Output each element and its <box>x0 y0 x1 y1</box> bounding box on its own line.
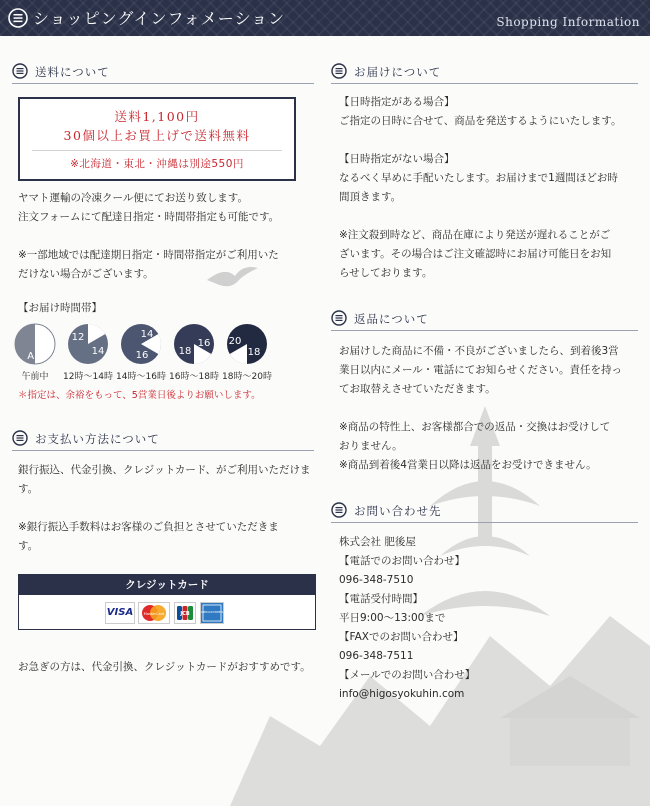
delivery-block-3: ※注文殺到時など、商品在庫により発送が遅れることがご ざいます。その場合はご注文確認時にお届け可能日をお知 らせしております。 <box>339 229 612 279</box>
page-header <box>0 0 650 36</box>
clock-12-14-icon <box>67 323 109 365</box>
amex-logo <box>200 602 224 624</box>
delivery-heading: お届けについて <box>354 65 442 79</box>
returns-heading: 返品について <box>354 312 429 326</box>
shipping-text-1: ヤマト運輸の冷凍クール便にてお送り致します。 注文フォームにて配達日指定・時間帯指定も可能です。 <box>18 192 280 223</box>
payment-text-1: 銀行振込、代金引換、クレジットカード、がご利用いただけま す。 <box>18 464 311 495</box>
svg-text:16: 16 <box>135 350 149 361</box>
contact-heading: お問い合わせ先 <box>354 504 442 518</box>
menu-icon <box>12 430 28 446</box>
clock-16-18-icon <box>173 323 215 365</box>
payment-recommendation: お急ぎの方は、代金引換、クレジットカードがおすすめです。 <box>18 661 311 673</box>
slot-caption: 午前中 <box>21 372 49 382</box>
fax-number: 096-348-7511 <box>339 650 414 662</box>
svg-text:JCB: JCB <box>180 611 190 617</box>
svg-text:14: 14 <box>91 346 105 357</box>
returns-section-header <box>331 308 638 331</box>
clock-14-16-icon <box>120 323 162 365</box>
returns-text-2: ※商品の特性上、お客様都合での返品・交換はお受けして おりません。 ※商品到着後4営業日以降は返品をお受けできません。 <box>339 421 611 471</box>
delivery-block-1: 【日時指定がある場合】 ご指定の日時に合せて、商品を発送するようにいたします。 <box>339 96 622 127</box>
credit-card-box <box>18 574 316 630</box>
company-name: 株式会社 肥後屋 <box>339 536 416 548</box>
svg-text:AMERICAN EXPRESS: AMERICAN EXPRESS <box>200 611 224 614</box>
delivery-notice: ＊指定は、余裕をもって、5営業日後よりお願いします。 <box>18 390 261 401</box>
clock-am-icon <box>14 323 56 365</box>
menu-icon <box>12 63 28 79</box>
shipping-fee: 送料1,100円 <box>114 109 200 124</box>
payment-text-2: ※銀行振込手数料はお客様のご負担とさせていただきま す。 <box>18 521 279 552</box>
phone-number[interactable]: 096-348-7510 <box>339 574 414 586</box>
clock-18-20-icon <box>226 323 268 365</box>
slot-caption: 12時〜14時 <box>63 372 113 382</box>
extra-fee-note: ※北海道・東北・沖縄は別途550円 <box>70 158 244 170</box>
payment-heading: お支払い方法について <box>35 432 160 446</box>
svg-text:MasterCard: MasterCard <box>143 612 165 616</box>
shipping-text-2: ※一部地域では配達期日指定・時間帯指定がご利用いた だけない場合がございます。 <box>18 249 279 280</box>
payment-section-header <box>12 428 314 451</box>
mastercard-logo <box>138 602 170 624</box>
email-link[interactable]: info@higosyokuhin.com <box>339 688 465 700</box>
credit-card-title: クレジットカード <box>19 575 315 595</box>
page-subtitle: Shopping Information <box>496 15 640 29</box>
svg-text:16: 16 <box>197 338 211 349</box>
free-shipping-condition: 30個以上お買上げで送料無料 <box>63 128 251 143</box>
page-title: ショッピングインフォメーション <box>33 9 286 28</box>
business-hours: 平日9:00〜13:00まで <box>339 612 446 624</box>
slot-caption: 18時〜20時 <box>222 372 272 382</box>
slot-caption: 16時〜18時 <box>169 372 219 382</box>
delivery-block-2: 【日時指定がない場合】 なるべく早めに手配いたします。お届けまで1週間ほどお時 間頂きます。 <box>339 153 618 203</box>
delivery-section-header <box>331 61 638 84</box>
menu-icon <box>331 310 347 326</box>
divider <box>32 150 282 151</box>
shipping-heading: 送料について <box>35 65 110 79</box>
svg-text:20: 20 <box>228 336 242 347</box>
svg-text:12: 12 <box>71 332 85 343</box>
menu-icon <box>8 8 28 28</box>
svg-text:18: 18 <box>178 346 192 357</box>
menu-icon <box>331 502 347 518</box>
shipping-fee-box <box>18 97 296 181</box>
delivery-time-heading: 【お届け時間帯】 <box>18 302 102 314</box>
clock-am-label: AM <box>27 351 43 362</box>
menu-icon <box>331 63 347 79</box>
jcb-logo <box>174 602 196 624</box>
visa-logo: VISA <box>105 602 135 624</box>
svg-text:14: 14 <box>140 329 154 340</box>
contact-section-header <box>331 500 638 523</box>
shipping-section-header <box>12 61 314 84</box>
contact-info: 株式会社 肥後屋 【電話でのお問い合わせ】 096-348-7510 【電話受付時間】 平日9:00〜13:00まで 【FAXでのお問い合わせ】 096-348-7511 【メールでのお問い合わせ】 info@higosyokuhin.com <box>339 533 475 704</box>
svg-text:18: 18 <box>247 347 261 358</box>
slot-caption: 14時〜16時 <box>116 372 166 382</box>
returns-text-1: お届けした商品に不備・不良がございましたら、到着後3営 業日以内にメール・電話にてお知らせください。責任を持っ てお取替えさせていただきます。 <box>339 345 622 395</box>
